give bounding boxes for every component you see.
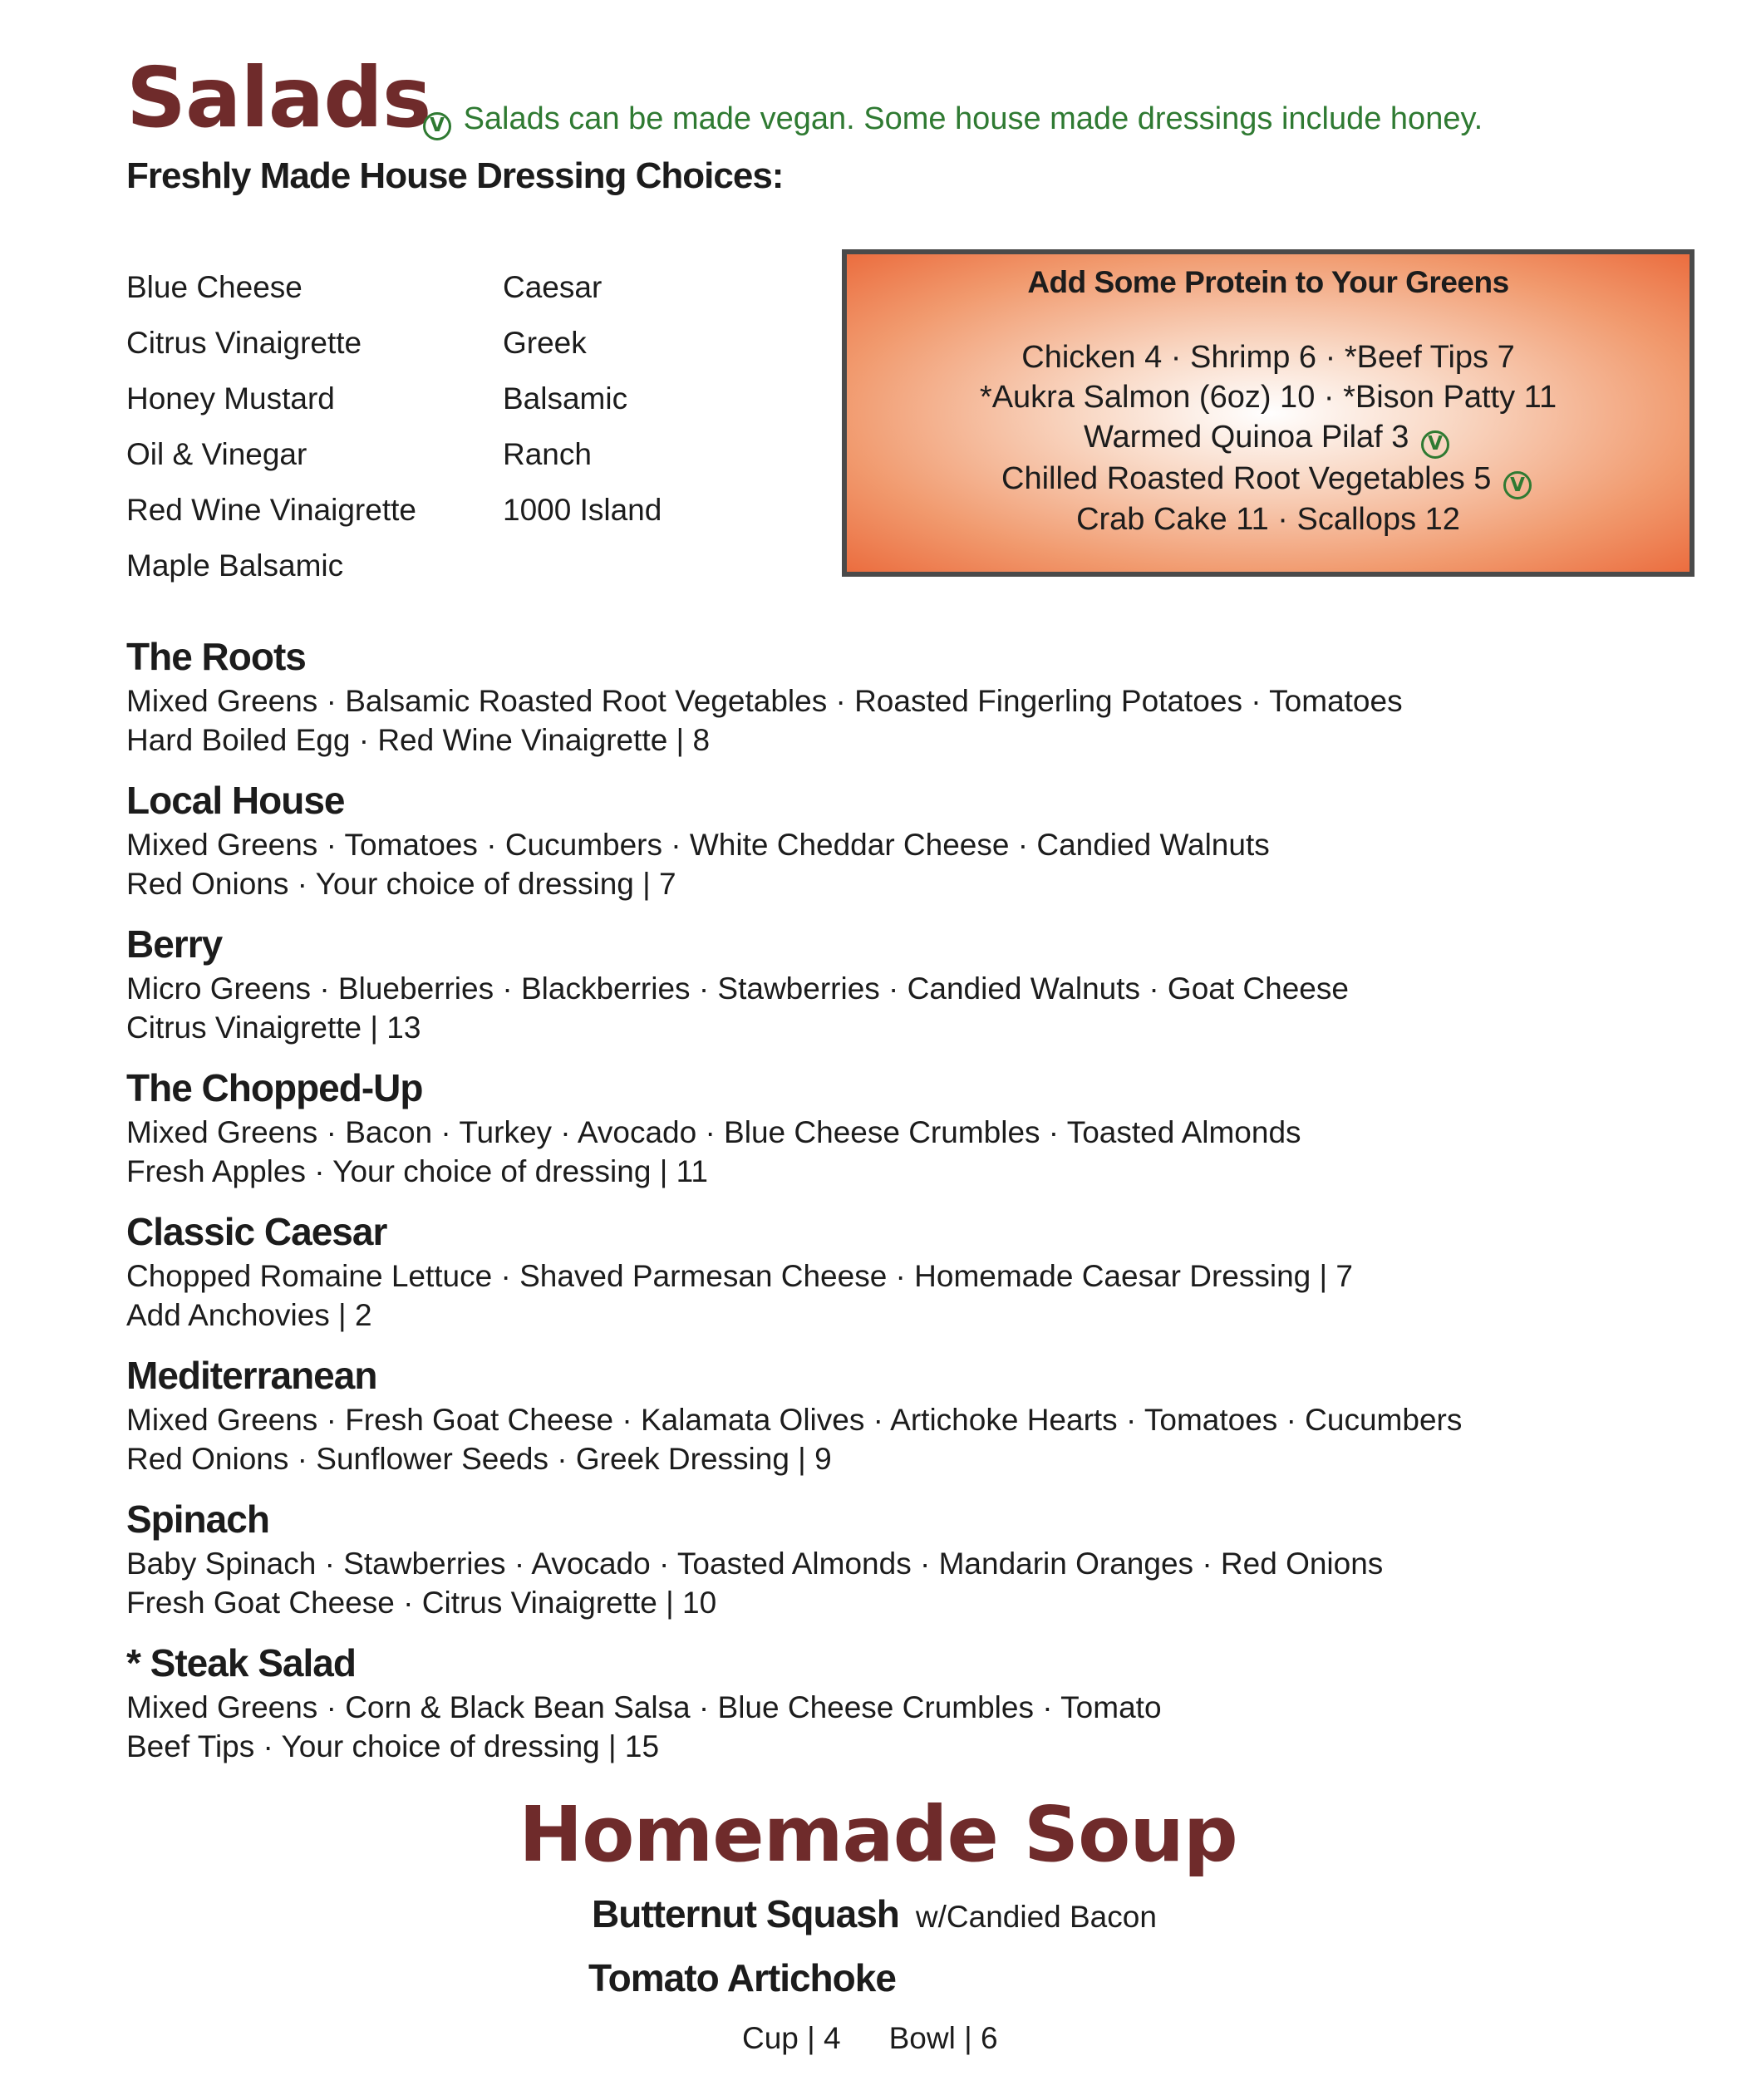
salad-ingredients: Red Onions · Your choice of dressing | 7 [126, 867, 676, 901]
salad-name: Local House [126, 779, 345, 822]
salad-ingredients: Mixed Greens · Fresh Goat Cheese · Kalamata Olives · Artichoke Hearts · Tomatoes · Cucumbers [126, 1403, 1463, 1437]
salad-name: Mediterranean [126, 1354, 377, 1397]
dressing-item: Caesar [503, 270, 603, 304]
vegan-icon: V [423, 112, 451, 140]
vegan-icon: V [1503, 471, 1532, 499]
protein-box [842, 249, 1695, 577]
protein-line-text: Warmed Quinoa Pilaf 3 [1084, 420, 1409, 455]
vegan-icon: V [1421, 430, 1449, 459]
salad-ingredients: Mixed Greens · Tomatoes · Cucumbers · White Cheddar Cheese · Candied Walnuts [126, 828, 1270, 862]
salad-ingredients: Mixed Greens · Balsamic Roasted Root Vegetables · Roasted Fingerling Potatoes · Tomatoes [126, 684, 1403, 718]
salad-ingredients: Chopped Romaine Lettuce · Shaved Parmesan Cheese · Homemade Caesar Dressing | 7 [126, 1259, 1353, 1293]
salad-list [126, 632, 1705, 1782]
salad-name: * Steak Salad [126, 1641, 356, 1684]
salad-item [126, 632, 1705, 775]
salad-ingredients: Red Onions · Sunflower Seeds · Greek Dressing | 9 [126, 1442, 832, 1476]
dressing-item: Oil & Vinegar [126, 437, 307, 471]
salad-ingredients: Mixed Greens · Bacon · Turkey · Avocado · Blue Cheese Crumbles · Toasted Almonds [126, 1115, 1301, 1149]
protein-title: Add Some Protein to Your Greens [1027, 265, 1509, 299]
protein-line [847, 459, 1690, 500]
soup-prices [742, 2021, 998, 2056]
salad-ingredients: Micro Greens · Blueberries · Blackberries · Stawberries · Candied Walnuts · Goat Cheese [126, 971, 1349, 1006]
dressing-column-1 [126, 264, 416, 598]
dressing-heading: Freshly Made House Dressing Choices: [126, 155, 784, 196]
soup-name: Tomato Artichoke [588, 1956, 896, 1999]
salad-item [126, 1207, 1705, 1350]
dressing-item: Balsamic [503, 381, 628, 416]
protein-line: *Aukra Salmon (6oz) 10 · *Bison Patty 11 [979, 380, 1557, 415]
salad-item [126, 1063, 1705, 1207]
dressing-item: Ranch [503, 437, 592, 471]
salad-ingredients: Fresh Goat Cheese · Citrus Vinaigrette | 10 [126, 1586, 717, 1620]
salad-item [126, 919, 1705, 1063]
salad-name: The Roots [126, 635, 306, 678]
salad-item [126, 1638, 1705, 1782]
soup-cup-price: Cup | 4 [742, 2021, 841, 2055]
salad-item [126, 1350, 1705, 1494]
salad-item [126, 775, 1705, 919]
protein-line-text: Chilled Roasted Root Vegetables 5 [1001, 460, 1492, 496]
dressing-item: Blue Cheese [126, 270, 303, 304]
protein-list [847, 337, 1690, 539]
salad-ingredients: Mixed Greens · Corn & Black Bean Salsa · Blue Cheese Crumbles · Tomato [126, 1690, 1162, 1724]
salad-ingredients: Hard Boiled Egg · Red Wine Vinaigrette | 8 [126, 723, 711, 757]
salad-name: Classic Caesar [126, 1210, 387, 1253]
soup-bowl-price: Bowl | 6 [888, 2021, 998, 2055]
dressing-item: Maple Balsamic [126, 548, 344, 583]
dressing-item: 1000 Island [503, 493, 662, 527]
vegan-note-text: Salads can be made vegan. Some house made dressings include honey. [463, 101, 1483, 136]
vegan-note [420, 103, 1483, 140]
salad-ingredients: Baby Spinach · Stawberries · Avocado · Toasted Almonds · Mandarin Oranges · Red Onions [126, 1547, 1384, 1581]
salad-ingredients: Beef Tips · Your choice of dressing | 15 [126, 1729, 660, 1763]
salad-name: Berry [126, 922, 223, 966]
dressing-item: Greek [503, 326, 587, 360]
dressing-item: Red Wine Vinaigrette [126, 493, 416, 527]
dressing-item: Citrus Vinaigrette [126, 326, 362, 360]
soup-item [588, 1956, 896, 1999]
dressing-item: Honey Mustard [126, 381, 335, 416]
salad-ingredients: Citrus Vinaigrette | 13 [126, 1011, 421, 1045]
salads-title: Salads [126, 49, 431, 146]
soup-name: Butternut Squash [592, 1892, 899, 1935]
salad-item [126, 1494, 1705, 1638]
dressing-column-2 [503, 264, 662, 543]
soup-note: w/Candied Bacon [915, 1900, 1157, 1934]
salad-name: The Chopped-Up [126, 1066, 423, 1109]
salad-ingredients: Fresh Apples · Your choice of dressing | 11 [126, 1154, 709, 1188]
protein-line: Chicken 4 · Shrimp 6 · *Beef Tips 7 [1021, 340, 1515, 375]
soup-title: Homemade Soup [519, 1790, 1237, 1879]
salad-ingredients: Add Anchovies | 2 [126, 1298, 372, 1332]
soup-item [592, 1892, 1157, 1935]
protein-line [847, 417, 1690, 459]
protein-line: Crab Cake 11 · Scallops 12 [1076, 502, 1460, 537]
salad-name: Spinach [126, 1498, 269, 1541]
